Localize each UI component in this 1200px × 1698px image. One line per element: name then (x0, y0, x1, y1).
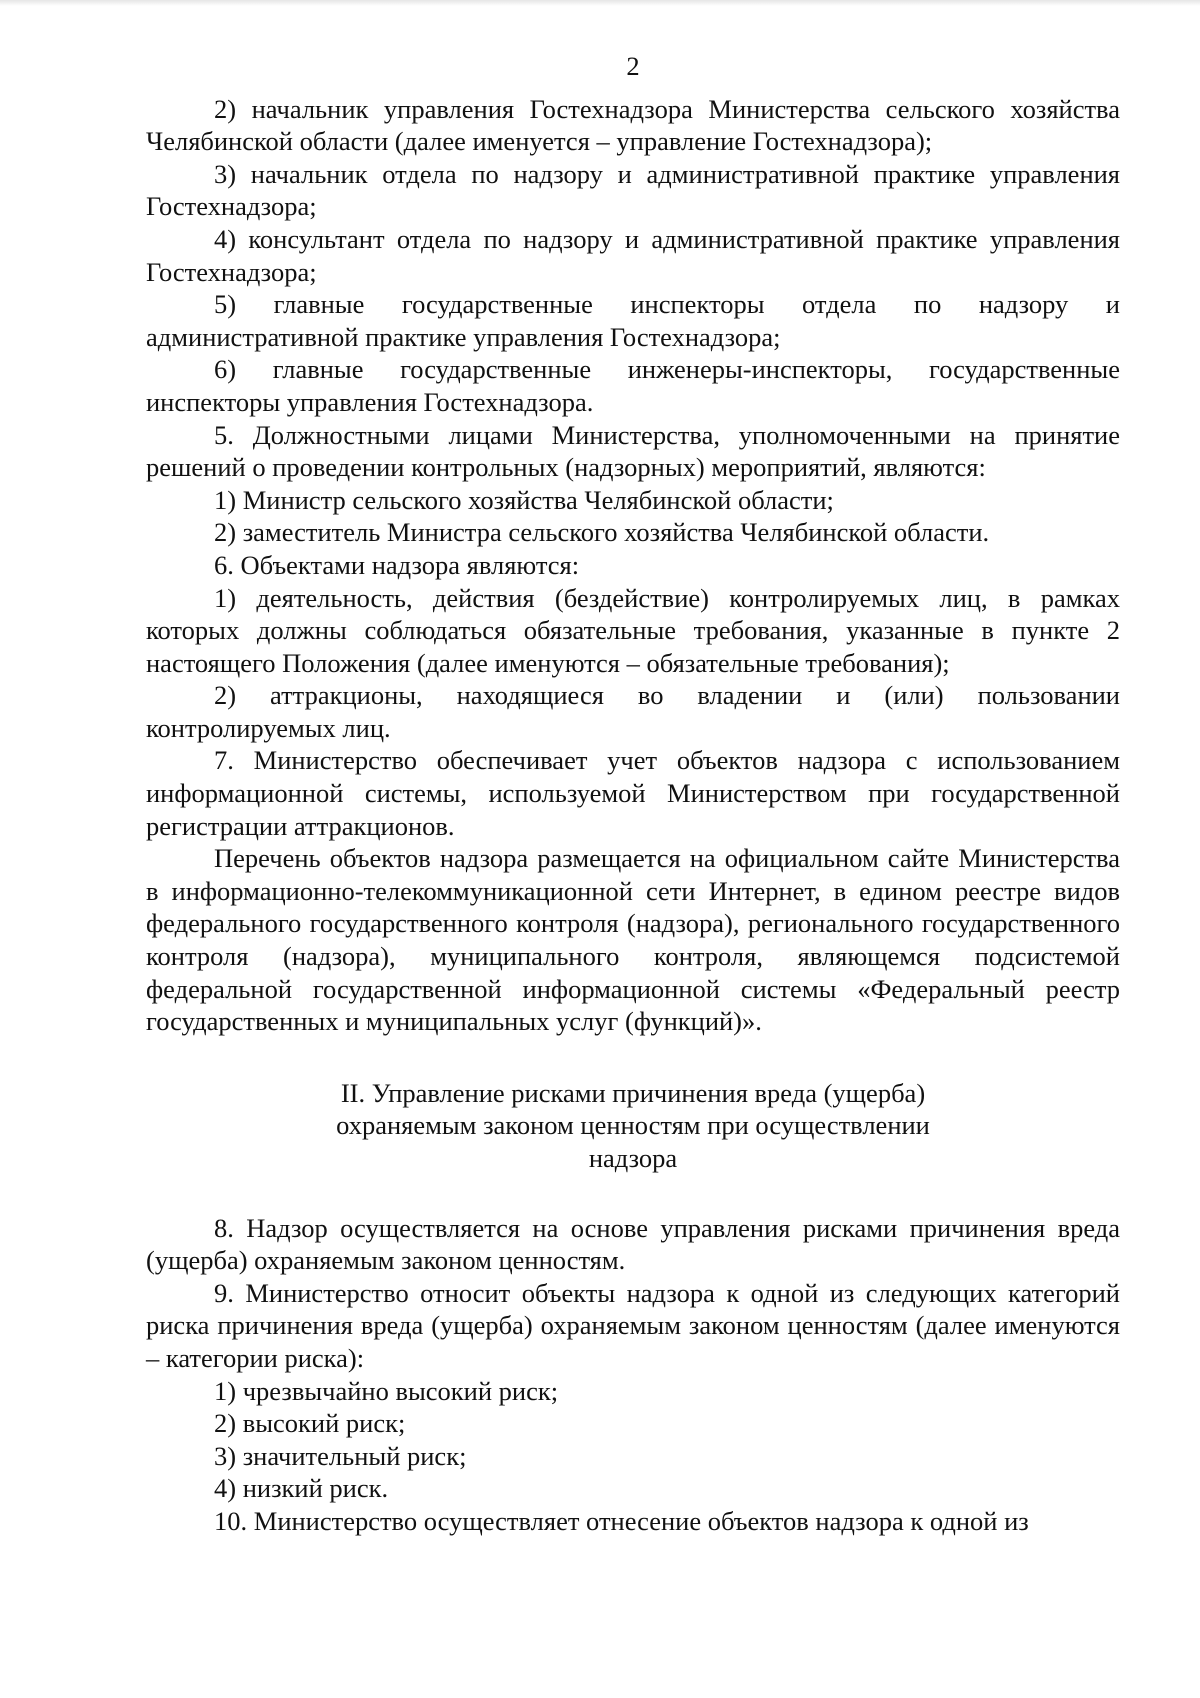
section-heading-line: охраняемым законом ценностям при осуществлении (336, 1110, 930, 1141)
paragraph: 1) чрезвычайно высокий риск; (214, 1375, 559, 1406)
paragraph: 3) значительный риск; (214, 1440, 467, 1471)
paragraph: 2) аттракционы, находящиеся во владении и (или) пользовании контролируемых лиц. (146, 680, 1120, 743)
paragraph: 6) главные государственные инженеры-инспекторы, государственные инспекторы управления Гостехнадзора. (146, 354, 1120, 417)
paragraph: 4) низкий риск. (214, 1473, 389, 1504)
paragraph: Перечень объектов надзора размещается на официальном сайте Министерства в информационно-телекоммуникационной сети Интернет, в едином реестре видов федерального государственного контроля (надзора), регионального государственного контроля (надзора), муниципального контроля, являющемся подсистемой федеральной государственной информационной системы «Федеральный реестр государственных и муниципальных услуг (функций)». (146, 843, 1120, 1037)
paragraph: 9. Министерство относит объекты надзора к одной из следующих категорий риска причинения вреда (ущерба) охраняемым законом ценностям (далее именуются – категории риска): (146, 1277, 1120, 1373)
section-body-bottom (146, 1212, 1120, 1538)
paragraph: 2) заместитель Министра сельского хозяйства Челябинской области. (214, 517, 990, 548)
section-heading (146, 1077, 1120, 1175)
paragraph: 1) Министр сельского хозяйства Челябинской области; (214, 484, 834, 515)
section-heading-line: II. Управление рисками причинения вреда (ущерба) (340, 1077, 926, 1108)
paragraph: 8. Надзор осуществляется на основе управления рисками причинения вреда (ущерба) охраняемым законом ценностям. (146, 1212, 1120, 1276)
paragraph: 2) начальник управления Гостехнадзора Министерства сельского хозяйства Челябинской области (далее именуется – управление Гостехнадзора); (146, 93, 1120, 157)
page-number: 2 (626, 51, 640, 81)
section-body-top (146, 93, 1120, 1038)
paragraph: 1) деятельность, действия (бездействие) контролируемых лиц, в рамках которых должны соблюдаться обязательные требования, указанные в пункте 2 настоящего Положения (далее именуются – обязательные требования); (146, 582, 1120, 678)
paragraph: 4) консультант отдела по надзору и административной практике управления Гостехнадзора; (146, 223, 1120, 287)
paragraph: 7. Министерство обеспечивает учет объектов надзора с использованием информационной системы, используемой Министерством при государственной регистрации аттракционов. (146, 745, 1120, 841)
paragraph: 10. Министерство осуществляет отнесение объектов надзора к одной из (214, 1505, 1029, 1536)
paragraph: 6. Объектами надзора являются: (214, 549, 580, 580)
paragraph: 2) высокий риск; (214, 1408, 406, 1439)
section-heading-line: надзора (588, 1143, 678, 1173)
scan-edge (0, 0, 1200, 6)
paragraph: 5. Должностными лицами Министерства, уполномоченными на принятие решений о проведении контрольных (надзорных) мероприятий, являются: (146, 419, 1120, 483)
paragraph: 3) начальник отдела по надзору и административной практике управления Гостехнадзора; (146, 158, 1120, 222)
paragraph: 5) главные государственные инспекторы отдела по надзору и административной практике управления Гостехнадзора; (146, 289, 1120, 352)
